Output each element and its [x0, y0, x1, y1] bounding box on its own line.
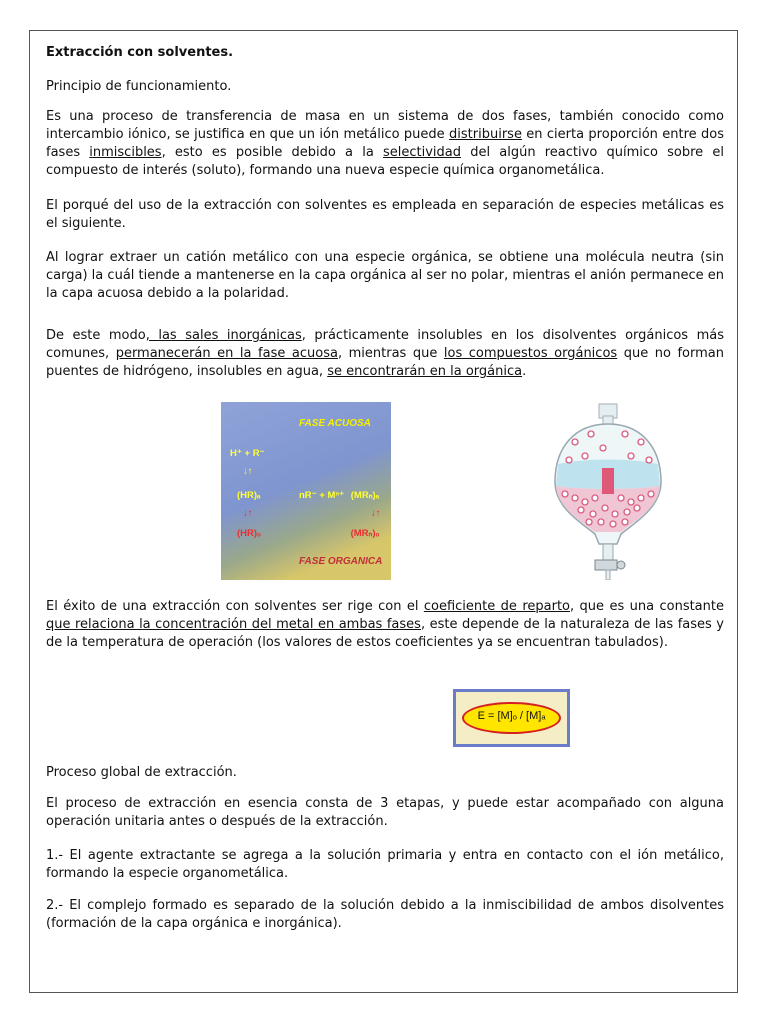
label-mrn-aqueous: (MRₙ)ₐ: [350, 490, 380, 501]
transfer-arrow: [602, 468, 614, 494]
phases-diagram: [221, 402, 391, 580]
underlined-term: se encontrarán en la orgánica: [327, 364, 523, 379]
underlined-term: selectividad: [382, 145, 461, 160]
partition-formula: E = [M]ₒ / [M]ₐ: [477, 710, 546, 722]
paragraph-definition: [46, 108, 724, 180]
text-span: , que es una constante: [570, 599, 724, 614]
underlined-term: que relaciona la concentración del metal en ambas fases: [46, 617, 421, 632]
label-h-plus-r: H⁺ + R⁻: [230, 448, 265, 459]
paragraph-step-2: 2.- El complejo formado es separado de la solución debido a la inmiscibilidad de ambos disolventes (formación de la capa orgánica e inorgánica).: [46, 898, 724, 931]
text-span: .: [522, 364, 527, 379]
text-span: que no forman puentes de hidrógeno, insolubles en agua,: [46, 346, 724, 379]
label-aqueous-phase: FASE ACUOSA: [299, 418, 371, 429]
paragraph-stages: El proceso de extracción en esencia consta de 3 etapas, y puede estar acompañado con alguna operación unitaria antes o después de la extracción.: [46, 796, 724, 829]
label-hr-organic: (HR)ₒ: [237, 528, 261, 539]
paragraph-partition-coefficient: [46, 598, 724, 652]
stopcock: [595, 560, 617, 570]
underlined-term: permanecerán en la fase acuosa: [115, 346, 338, 361]
paragraph-salts: [46, 327, 724, 381]
label-mrn-organic: (MRₙ)ₒ: [350, 528, 380, 539]
label-organic-phase: FASE ORGANICA: [299, 556, 383, 567]
text-span: , prácticamente insolubles en los disolventes orgánicos más comunes,: [46, 328, 724, 361]
partition-formula-box: [453, 689, 570, 747]
paragraph-global-process: Proceso global de extracción.: [46, 765, 237, 780]
underlined-term: los compuestos orgánicos: [443, 346, 618, 361]
text-span: , esto es posible debido a la: [161, 145, 383, 160]
funnel-tip: [606, 570, 610, 580]
text-span: El éxito de una extracción con solventes ser rige con el: [46, 599, 424, 614]
text-span: , este depende de la naturaleza de las fases y de la temperatura de operación (los valores de estos coeficientes ya se encuentran tabulados).: [46, 617, 724, 650]
text-span: Es una proceso de transferencia de masa en un sistema de dos fases, también conocido como intercambio iónico, se justifica en que un ión metálico puede: [46, 109, 724, 142]
paragraph-purpose: El porqué del uso de la extracción con solventes es empleada en separación de especies metálicas es el siguiente.: [46, 198, 724, 231]
document-title: Extracción con solventes.: [46, 45, 234, 60]
text-span: , mientras que: [337, 346, 444, 361]
equilibrium-arrows-top: ↓↑: [243, 466, 253, 477]
stopcock-handle: [617, 561, 625, 569]
equilibrium-arrows-right: ↓↑: [371, 508, 381, 519]
phases-diagram-graphic: [221, 402, 391, 580]
separatory-funnel-illustration: [545, 402, 671, 580]
underlined-term: distribuirse: [449, 127, 522, 142]
label-reaction: nR⁻ + Mⁿ⁺: [299, 490, 345, 501]
funnel-neck: [603, 416, 613, 424]
paragraph-cation: Al lograr extraer un catión metálico con una especie orgánica, se obtiene una molécula neutra (sin carga) la cuál tiende a mantenerse en la capa orgánica al ser no polar, mientras el anión permanece en la capa acuosa debido a la polaridad.: [46, 250, 724, 301]
text-span: del algún reactivo químico sobre el compuesto de interés (soluto), formando una nueva especie química organometálica.: [46, 145, 724, 178]
equilibrium-arrows-left: ↓↑: [243, 508, 253, 519]
underlined-term: , las sales inorgánicas: [145, 328, 302, 343]
paragraph-step-1: 1.- El agente extractante se agrega a la solución primaria y entra en contacto con el ión metálico, formando la especie organometálica.: [46, 848, 724, 881]
paragraph-principle: Principio de funcionamiento.: [46, 79, 232, 94]
underlined-term: coeficiente de reparto: [423, 599, 570, 614]
label-hr-aqueous: (HR)ₐ: [237, 490, 261, 501]
text-span: De este modo: [46, 328, 146, 343]
text-span: en cierta proporción entre dos fases: [46, 127, 724, 160]
underlined-term: inmiscibles: [89, 145, 162, 160]
funnel-graphic: [545, 402, 671, 580]
